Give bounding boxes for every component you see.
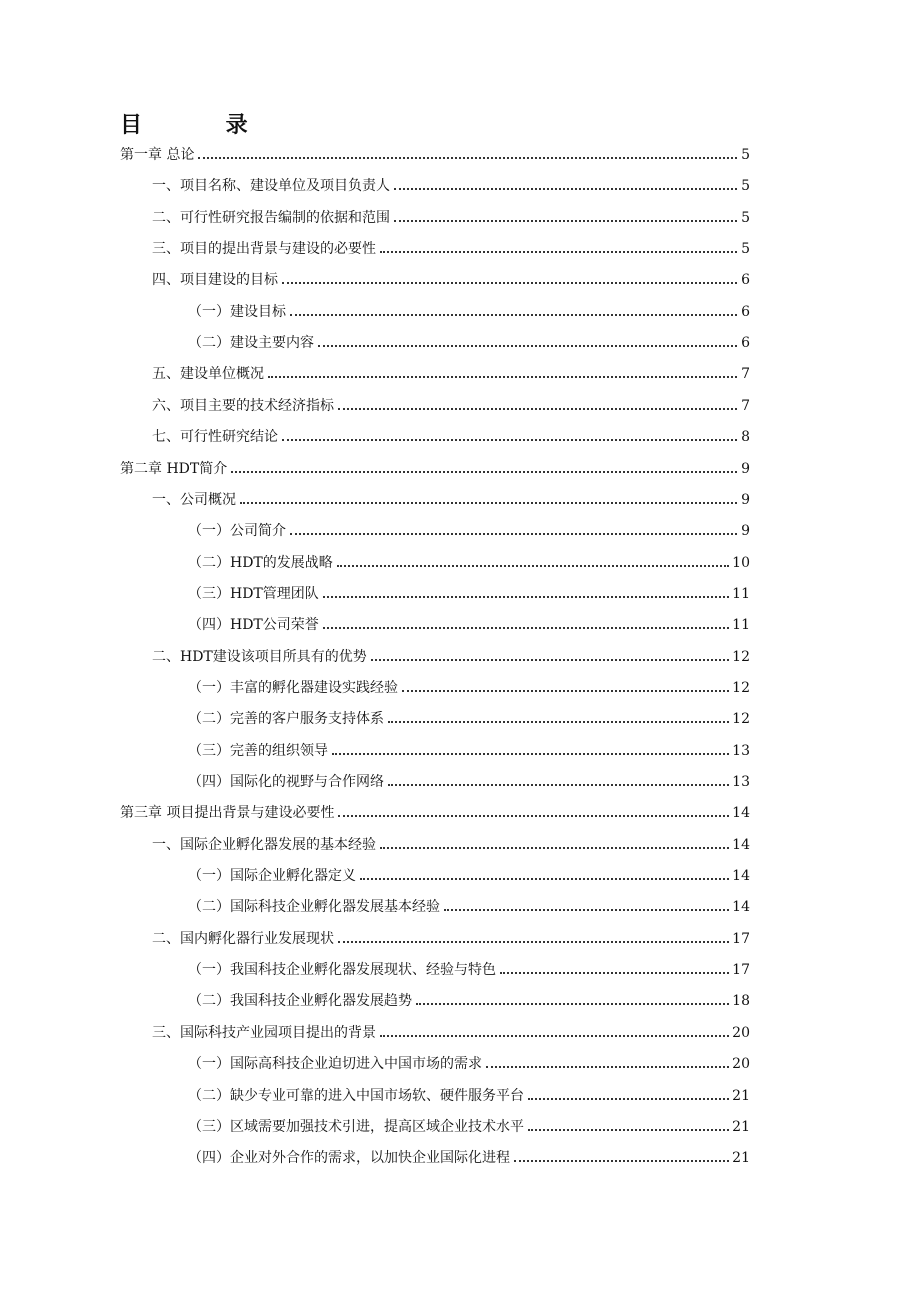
toc-entry-page-number: 5 — [741, 178, 750, 195]
toc-entry-page-number: 10 — [732, 554, 750, 571]
dot-leader — [282, 282, 737, 284]
dot-leader — [290, 314, 737, 316]
toc-entry[interactable] — [120, 794, 750, 822]
dot-leader — [240, 502, 737, 504]
toc-entry-text: （三）HDT管理团队 — [188, 585, 319, 602]
dot-leader — [514, 1160, 729, 1162]
toc-entry-text: 四、项目建设的目标 — [152, 272, 278, 289]
toc-entry-text: 一、国际企业孵化器发展的基本经验 — [152, 836, 376, 853]
toc-entry-text: （一）国际企业孵化器定义 — [188, 868, 356, 885]
dot-leader — [337, 565, 729, 567]
dot-leader — [380, 1035, 729, 1037]
toc-entry-page-number: 14 — [732, 868, 750, 885]
toc-entry-page-number: 17 — [732, 962, 750, 979]
dot-leader — [338, 408, 737, 410]
toc-entry-page-number: 7 — [741, 366, 750, 383]
toc-entry[interactable] — [188, 293, 750, 321]
dot-leader — [402, 690, 729, 692]
dot-leader — [528, 1098, 729, 1100]
dot-leader — [388, 784, 729, 786]
dot-leader — [318, 345, 737, 347]
dot-leader — [371, 659, 729, 661]
toc-entry[interactable] — [152, 261, 750, 289]
dot-leader — [231, 471, 737, 473]
toc-entry-text: 六、项目主要的技术经济指标 — [152, 397, 334, 414]
toc-entry-text: 五、建设单位概况 — [152, 366, 264, 383]
toc-entry-text: （二）完善的客户服务支持体系 — [188, 711, 384, 728]
dot-leader — [416, 1003, 729, 1005]
toc-entry-text: 二、HDT建设该项目所具有的优势 — [152, 648, 367, 665]
toc-entry[interactable] — [188, 669, 750, 697]
dot-leader — [486, 1066, 729, 1068]
dot-leader — [380, 251, 737, 253]
toc-entry[interactable] — [152, 387, 750, 415]
toc-entry-text: （四）国际化的视野与合作网络 — [188, 774, 384, 790]
toc-entry[interactable] — [152, 355, 750, 383]
toc-entry-page-number: 6 — [741, 303, 750, 320]
toc-entry-text: （二）缺少专业可靠的进入中国市场软、硬件服务平台 — [188, 1087, 524, 1104]
toc-entry-text: （二）建设主要内容 — [188, 335, 314, 352]
toc-entry-page-number: 5 — [741, 241, 750, 258]
toc-entry-page-number: 21 — [732, 1150, 750, 1167]
toc-entry[interactable] — [188, 732, 750, 760]
toc-entry[interactable] — [152, 230, 750, 258]
toc-entry-text: （二）我国科技企业孵化器发展趋势 — [188, 993, 412, 1010]
dot-leader — [332, 753, 729, 755]
dot-leader — [290, 533, 737, 535]
toc-entry-page-number: 8 — [741, 429, 750, 446]
toc-entry-page-number: 18 — [732, 993, 750, 1010]
toc-entry[interactable] — [188, 763, 750, 791]
toc-entry-text: 一、项目名称、建设单位及项目负责人 — [152, 178, 390, 195]
toc-entry-text: 第一章 总论 — [120, 147, 195, 163]
toc-entry-text: （三）完善的组织领导 — [188, 742, 328, 759]
toc-entry-text: （三）区域需要加强技术引进，提高区域企业技术水平 — [188, 1118, 524, 1135]
toc-entry[interactable] — [188, 1077, 750, 1105]
toc-entry-page-number: 20 — [732, 1024, 750, 1041]
toc-entry[interactable] — [152, 418, 750, 446]
toc-entry[interactable] — [188, 544, 750, 572]
toc-entry-page-number: 7 — [741, 397, 750, 414]
toc-entry-page-number: 20 — [732, 1056, 750, 1073]
toc-entry-text: （一）丰富的孵化器建设实践经验 — [188, 679, 398, 696]
toc-entry-text: （二）HDT的发展战略 — [188, 554, 333, 571]
toc-entry-page-number: 13 — [732, 742, 750, 759]
toc-entry[interactable] — [152, 638, 750, 666]
dot-leader — [198, 157, 737, 159]
toc-entry[interactable] — [152, 1014, 750, 1042]
toc-entry[interactable] — [152, 199, 750, 227]
toc-entry-text: （一）我国科技企业孵化器发展现状、经验与特色 — [188, 962, 496, 979]
toc-entry[interactable] — [152, 826, 750, 854]
dot-leader — [323, 596, 729, 598]
toc-entry[interactable] — [188, 606, 750, 634]
toc-entry-page-number: 17 — [732, 930, 750, 947]
toc-entry-page-number: 11 — [732, 617, 750, 634]
toc-entry[interactable] — [188, 512, 750, 540]
toc-entry[interactable] — [188, 575, 750, 603]
toc-entry-page-number: 14 — [732, 836, 750, 853]
toc-entry[interactable] — [188, 700, 750, 728]
toc-entry-text: 一、公司概况 — [152, 491, 236, 508]
toc-entry-text: 三、国际科技产业园项目提出的背景 — [152, 1024, 376, 1041]
toc-entry-text: 三、项目的提出背景与建设的必要性 — [152, 241, 376, 258]
toc-entry-text: （四）HDT公司荣誉 — [188, 617, 319, 634]
toc-entry-text: （四）企业对外合作的需求，以加快企业国际化进程 — [188, 1150, 510, 1167]
toc-entry-text: 第三章 项目提出背景与建设必要性 — [120, 805, 335, 822]
dot-leader — [282, 439, 737, 441]
toc-entry-page-number: 12 — [732, 711, 750, 728]
toc-entry[interactable] — [120, 450, 750, 478]
dot-leader — [268, 376, 737, 378]
dot-leader — [528, 1129, 729, 1131]
dot-leader — [500, 972, 729, 974]
toc-entry[interactable] — [120, 136, 750, 164]
toc-entry-text: （一）国际高科技企业迫切进入中国市场的需求 — [188, 1056, 482, 1073]
toc-entry-page-number: 14 — [732, 899, 750, 916]
toc-entry-page-number: 6 — [741, 272, 750, 289]
toc-entry-page-number: 5 — [741, 209, 750, 226]
toc-entry[interactable] — [188, 888, 750, 916]
toc-entry[interactable] — [188, 982, 750, 1010]
toc-entry-text: （一）公司简介 — [188, 523, 286, 540]
toc-entry-text: （二）国际科技企业孵化器发展基本经验 — [188, 899, 440, 916]
toc-entry-text: （一）建设目标 — [188, 303, 286, 320]
toc-entry-page-number: 12 — [732, 648, 750, 665]
toc-entry-text: 七、可行性研究结论 — [152, 429, 278, 446]
toc-entry[interactable] — [188, 1045, 750, 1073]
toc-entry-text: 二、可行性研究报告编制的依据和范围 — [152, 209, 390, 226]
toc-entry[interactable] — [188, 951, 750, 979]
toc-entry-page-number: 9 — [741, 523, 750, 540]
dot-leader — [360, 878, 729, 880]
dot-leader — [323, 627, 729, 629]
toc-entry-page-number: 12 — [732, 679, 750, 696]
dot-leader — [444, 909, 729, 911]
toc-entry-page-number: 21 — [732, 1118, 750, 1135]
dot-leader — [338, 941, 729, 943]
toc-entry-page-number: 9 — [741, 491, 750, 508]
toc-entry[interactable] — [152, 167, 750, 195]
toc-entry-page-number: 9 — [741, 460, 750, 477]
toc-entry[interactable] — [188, 1139, 750, 1167]
toc-entry-page-number: 13 — [732, 774, 750, 790]
toc-entry-text: 第二章 HDT简介 — [120, 460, 228, 477]
dot-leader — [388, 721, 729, 723]
dot-leader — [394, 188, 737, 190]
toc-entry[interactable] — [188, 1108, 750, 1136]
toc-entry-text: 二、国内孵化器行业发展现状 — [152, 930, 334, 947]
toc-entry-page-number: 21 — [732, 1087, 750, 1104]
toc-entry[interactable] — [188, 324, 750, 352]
toc-entry[interactable] — [152, 481, 750, 509]
dot-leader — [338, 815, 729, 817]
toc-entry-page-number: 5 — [741, 147, 750, 163]
toc-entry[interactable] — [188, 857, 750, 885]
toc-title: 目 录 — [120, 113, 286, 138]
toc-entry[interactable] — [152, 920, 750, 948]
dot-leader — [380, 847, 729, 849]
toc-entry-page-number: 11 — [732, 585, 750, 602]
toc-entry-page-number: 14 — [732, 805, 750, 822]
toc-entry-page-number: 6 — [741, 335, 750, 352]
dot-leader — [394, 220, 737, 222]
